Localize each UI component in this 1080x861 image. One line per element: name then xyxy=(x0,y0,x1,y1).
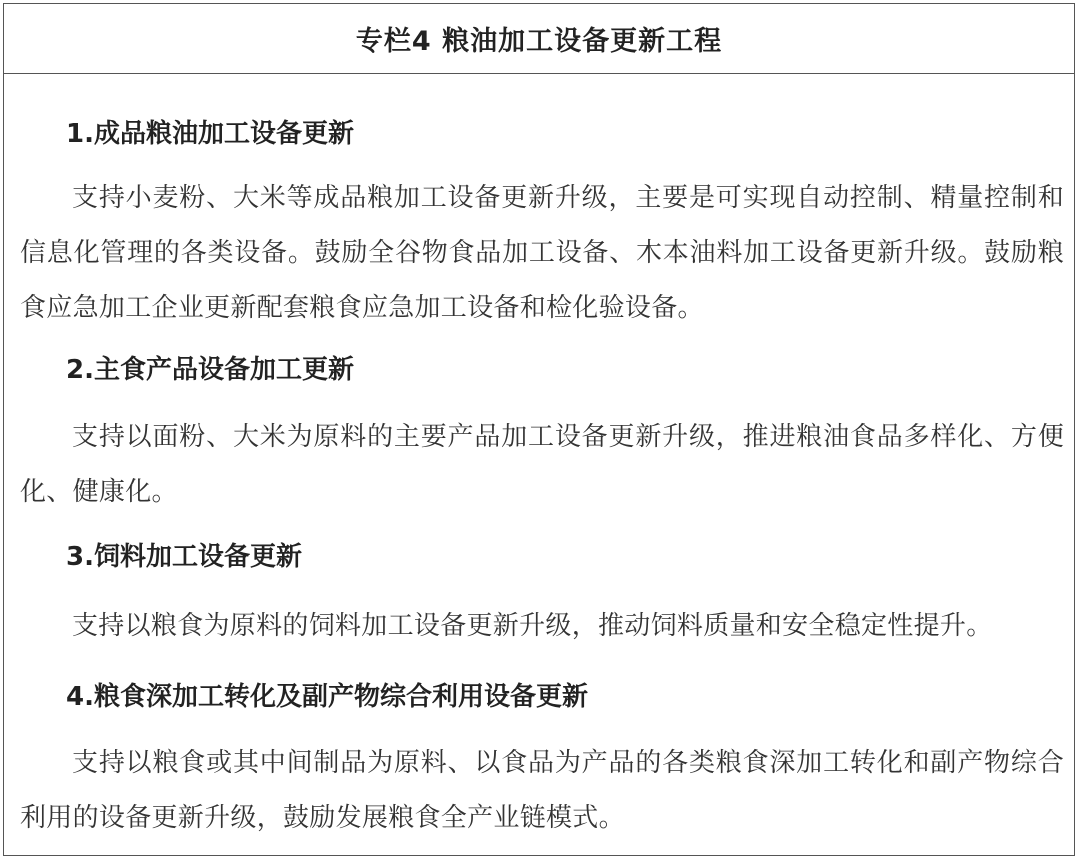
content-box xyxy=(3,3,1075,856)
section-body-3: 支持以粮食为原料的饲料加工设备更新升级，推动饲料质量和安全稳定性提升。 xyxy=(72,611,993,641)
section-heading-1: 1.成品粮油加工设备更新 xyxy=(66,119,354,149)
section-body-4: 支持以粮食或其中间制品为原料、以食品为产品的各类粮食深加工转化和副产物综合利用的设备更新升级，鼓励发展粮食全产业链模式。 xyxy=(20,748,1064,833)
section-body-2: 支持以面粉、大米为原料的主要产品加工设备更新升级，推进粮油食品多样化、方便化、健康化。 xyxy=(20,422,1064,507)
box-header xyxy=(4,4,1074,74)
section-heading-4: 4.粮食深加工转化及副产物综合利用设备更新 xyxy=(66,682,588,712)
section-heading-2: 2.主食产品设备加工更新 xyxy=(66,355,354,385)
section-body-1: 支持小麦粉、大米等成品粮加工设备更新升级，主要是可实现自动控制、精量控制和信息化管理的各类设备。鼓励全谷物食品加工设备、木本油料加工设备更新升级。鼓励粮食应急加工企业更新配套粮食应急加工设备和检化验设备。 xyxy=(20,183,1064,323)
section-heading-3: 3.饲料加工设备更新 xyxy=(66,542,302,572)
box-title: 专栏4 粮油加工设备更新工程 xyxy=(355,26,723,57)
